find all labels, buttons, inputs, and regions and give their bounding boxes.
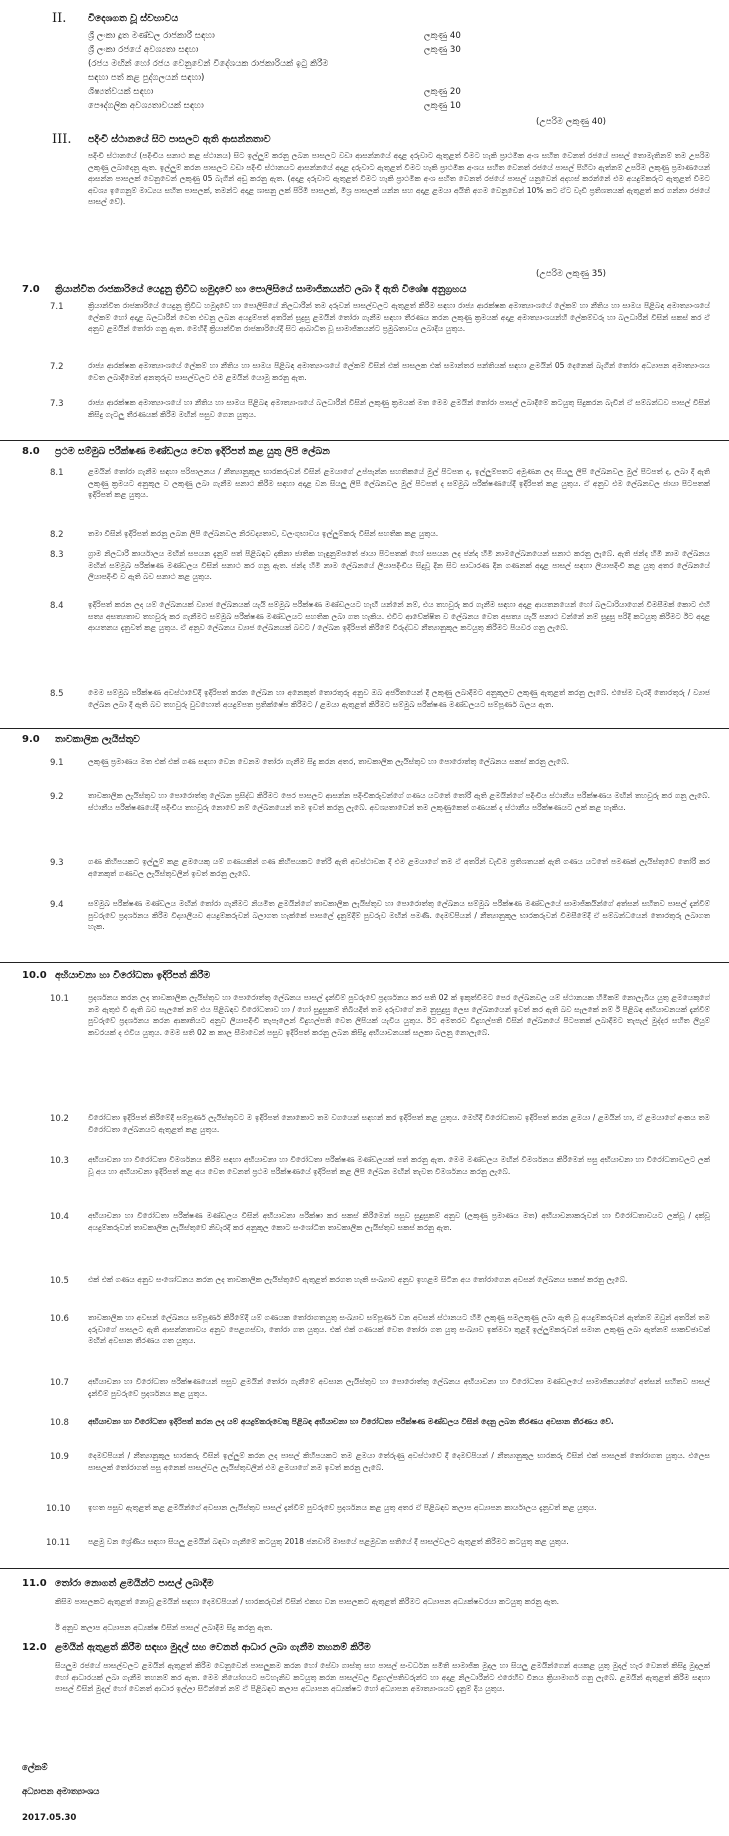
divider [0,728,729,729]
item-8-1-number: 8.1 [50,468,64,478]
item-10-8-number: 10.8 [50,1418,69,1428]
section-11-title: තෝරා නොගත් ළමයින්ට පාසල් ලබාදීම [55,1578,214,1589]
section-iii-number: III. [52,132,72,147]
item-10-2-number: 10.2 [50,1114,69,1124]
section-11-para-2: ඊ අනුව කලාප අධ්‍යාපන අධ්‍යක්ෂ විසින් පාසල් ලබාදීම සිදු කරනු ඇත. [55,1623,273,1632]
divider [0,440,729,441]
item-7-3-text: රාජ්‍ය ආරක්ෂක අමාත්‍යාංශයේ හා නීතිය හා සාමය පිළිබඳ අමාත්‍යාංශයේ බලධාරීන් විසින් ලකුණු ක්‍රමයක් මත මෙම ළමයින් තෝරා පාසල් ලබාදීමේ කටයුතු සිදුකරන බැවින් ඒ සම්බන්ධව පාසල් විසින් කිසිදු ගැටලු තීරණයක් කිරීම මඟින් පසුව ගෙන යුතුය. [88,398,710,419]
section-ii-number: II. [52,11,67,26]
s2-marks-4: ලකුණු 20 [424,87,461,97]
item-10-2-text: විරෝධතා ඉදිරිපත් කිරීමේදී සම්පූර්ණ ලැයිස්තුවට ම ඉදිරිපත් නොකොට තම වගයෙන් සඳහන් කර ඉදිරිපත් කළ යුතුය. මෙහිදී විරෝධතාව ඉදිරිපත් කරන ළමයා / ළමයින් හා, ඒ ළමයාගේ අංකය තම විරෝධතා ලේඛනයට ඇතුළත් කළ යුතුය. [88,1113,710,1134]
s2-row-4: ශිෂ්‍යත්වයක් සඳහා [88,87,154,97]
item-8-2-number: 8.2 [50,530,64,540]
item-8-4-text: ඉදිරිපත් කරන ලද යම් ලේඛනයක් ව්‍යාජ ලේඛනයක් යැයි සම්මුඛ පරීක්ෂණ මණ්ඩලයට හැඟී යන්නේ නම්, එය තහවුරු කර ගැනීම සඳහා අදාළ ආයතනයෙන් හෝ බලධාරියාගෙන් විමසීමක් කොට එහි සත්‍ය අසත්‍යතාව තහවුරු කර ගැනීමට සම්මුඛ පරීක්ෂණ මණ්ඩලයට සහතික ලබා ගත හැකිය. එවිට ආවේක්ෂිත ව ලේඛනය වෙත අසත්‍ය යැයි සනාථ වන්නේ නම් සුදුසු පරිදි කටයුතු කිරීමට ඊට අදාළ ආයතනය දැනුවත් කළ යුතුය. ඒ අනුව ලේඛනය ව්‍යාජ ලේඛනයක් බවට / ලේඛන ඉදිරිපත් කිරීමේ විරුද්ධව නීත්‍යානුකූල කටයුතු කිරීමට පියවර ගනු ලැබේ. [88,600,710,633]
s2-row-1: ශ්‍රී ලංකා රජයේ අවශ්‍යතා සඳහා [88,45,199,55]
item-10-6-number: 10.6 [50,1314,69,1324]
item-8-5-number: 8.5 [50,689,64,699]
section-12-number: 12.0 [22,1642,47,1653]
item-9-3-text: ගණ කිහිපයකට ඉල්ලුම් කළ ළමයෙකු යම් ගණයකින් ගණ කිහිපයකට තේරී ඇති අවස්ථාවක දී එම ළමයාගේ තම ඒ අතරින් වැඩිම ප්‍රතිශතයක් ඇති ගණය යටතේ පමණක් ලැයිස්තුවේ තෝරී කර අනෙකුත් ගණවල ලැයිස්තුවලින් ඉවත් කරනු ලැබේ. [88,857,710,878]
item-9-1-text: ලකුණු ප්‍රමාණය මත එක් එක් ගණ සඳහා වෙන වෙනම තෝරා ගැනීම සිදු කරන අතර, තාවකාලික ලැයිස්තුව හා පොරොත්තු ලේඛනය සකස් කරනු ලැබේ. [88,757,570,766]
item-9-1-number: 9.1 [50,758,64,768]
section-8-number: 8.0 [22,446,40,457]
section-iii-body: පදිංචි ස්ථානයේ (පදිංචිය සනාථ කළ ස්ථානය) සිට ඉල්ලුම් කරනු ලබන පාසලට වඩා ආසන්නයේ අදාළ දරුවාට ඇතුළත් වීමට හැකි ප්‍රාථමික අංශ සහිත වෙනත් රජයේ පාසල් තොමැතිනම් තම උපරිම ලකුණු ලබාදෙනු ඇත. ඉල්ලුම් කරන පාසලට වඩා පදිංචි ස්ථානයට ආසන්නයේ අදාළ දරුවාට ඇතුළත් වීමට හැකි ප්‍රාථමික අංශය සහිත වෙනත් රජයේ පාසල් පිහිටා ඇත්නම් උපරිම ලකුණු ප්‍රමාණයෙන් ආසන්න පාසලක් වෙනුවෙන් ලකුණු 05 බැගින් අඩු කරනු ඇත. (අදාළ දරුවාට ඇතුළත් විමට හැකි ප්‍රාථමික අංශ සහිත වෙනත් රජයේ පාසල් යනුවෙන් අදහස් කරන්නේ එම අයදුම්කරුට ඇතුළත් විමට අවශ්‍ය ඉගෙනුම් මාධ්‍යය සහිත පාසලක්, තමන්ට අදාළ ශාසනු ලක් පිරිමි පාසලක්, මිශ්‍ර පාසලක් යන්න සහ අදාළ ළමයා අයිති අගම වෙනුවෙන් 10% කට ඒට වැඩි ප්‍රතිශතයක් ඇතුළත් කර ගන්නා රජයේ පාසල් වේ). [88,151,710,207]
item-10-6-text: තාවකාලික හා අවසන් ලේඛනය සම්පූර්ණ කිරීමේදී යම් ගණයක තෝරාගතයුතු සංඛ්‍යාව සම්පූර්ණ වන අවසන් ස්ථානයට හිමි ලකුණු සමලකුණු ලබා ඇති වූ අයදුම්කරුවන් ඇත්නම් ඔවුන් අතරින් තම දරුවාගේ පාසලට ඇති ආසන්නතාවය අනුව පෙළගස්වා, තෝරා ගත යුතුය. එක් එක් ගණයක් වෙත තෝරා ගත යුතු සංඛ්‍යාව ඉක්මවා තුළදී ඉල්ලුම්කරුවන් සමාන ලකුණු ලබා ඇත්නම් සාකච්ඡාවක් මඟින් අවසාන තීරණය ගත යුතුය. [88,1313,710,1346]
divider [0,1568,729,1569]
signature-office: අධ්‍යාපන අමාත්‍යාංශය [22,1787,100,1797]
item-9-2-number: 9.2 [50,792,64,802]
section-12-body: සියලුම රජයේ පාසල්වලට ළමයින් ඇතුළත් කිරීම වෙනුවෙන් පාසලුකම කරන හෝ සේවා ගාස්තු සහ පාසල් සංවර්ධන සමිති සාමාජික මුදල හා සියලු ළමයින්ගෙන් අයකළ යුතු මුදල් හැර වෙනත් කිසිදු මුදලක් හෝ ආධාරයක් ලබා ගැනීම තහනම් කර ඇත. මෙම නියෝගයට පටහැනිව කටයුතු කරන පාසල්වල විදුහල්පතිවරුන්ට හා අදාළ නිලධාරීන්ට එරෙහිව විනය ක්‍රියාමාර්ග ගනු ලැබේ. ළමයින් ඇතුළත් කිරීම සඳහා පාසල් විසින් මුදල් හෝ වෙනත් ආධාර ඉල්ලා සිටින්නේ නම් ඒ පිළිබඳව කලාප අධ්‍යාපන අධ්‍යක්ෂට හෝ අධ්‍යාපන අමාත්‍යාංශයට දැනුම් දිය යුතුය. [55,1661,710,1694]
s2-marks-5: ලකුණු 10 [424,101,461,111]
s2-row-5: පෞද්ගලික අවශ්‍යතාවයක් සඳහා [88,101,204,111]
item-10-7-number: 10.7 [50,1378,69,1388]
item-10-8-text: අභියාචනා හා විරෝධතා ඉදිරිපත් කරන ලද යම් අයදුම්කරුවෙකු පිළිබඳ අභියාචනා හා විරෝධතා පරීක්ෂණ මණ්ඩලය විසින් දෙනු ලබන තීරණය අවසාන තීරණය වේ. [88,1417,614,1426]
s2-marks-0: ලකුණු 40 [424,31,461,41]
item-10-10-number: 10.10 [46,1504,71,1514]
item-8-3-text: ග්‍රාම නිලධාරී කාර්යාලය මඟින් සපයන දැනුම් පත් පිළිබඳව දකිනා ජාතික හැඳුනුම්පතේ ඡායා පිටපතක් හෝ සපයන ලද ජන්ද හිමි නාමලේඛනයෙන් සනාථ කරනු ලැබේ. ඇති ජන්ද හිමි නාම ලේඛනය මඟින් සම්මුඛ පරීක්ෂණ මණ්ඩලය විසින් සනාථ කර ගනු ඇත. ජන්ද හිමි නාම ලේඛනයේ ලියාපදිංචිය සිදුවූ දින සිට සාධාරණ දින ගණනක් අදාළ පාසල් සඳහා ලියාපදිංචි කළ යුතු අතර ලේඛනයේ ලියාපදිංචි ව ඇති බව සනාථ කළ යුතුය. [88,549,710,582]
item-10-4-text: අභියාචනා හා විරෝධතා පරීක්ෂණ මණ්ඩලය විසින් අභියාචනා පරීක්ෂා කර සකස් කිරීමෙන් පසුව සුදුසුකම් අනුව (ලකුණු ප්‍රමාණය මත) අභියාචනාකරුවන් හා විරෝධතාවයට ලක්වූ / දක්වූ අයදුම්කරුවන් තාවකාලික ලැයිස්තුවේ නිවැරදි කර අනුකූල කොට සංශෝධිත තාවකාලික ලැයිස්තුව සකස් කරනු ඇත. [88,1211,710,1232]
section-12-title: ළමයින් ඇතුළත් කිරීම සඳහා මුදල් සහ වෙනත් ආධාර ලබා ගැනීම තහනම් කිරීම [55,1642,371,1653]
signature-date: 2017.05.30 [22,1813,77,1823]
item-9-4-text: සම්මුඛ පරීක්ෂණ මණ්ඩලය මඟින් තෝරා ගැනීමට නියමිත ළමයින්ගේ තාවකාලික ලැයිස්තුව හා පොරොත්තු ලේඛනය සම්මුඛ පරීක්ෂණ මණ්ඩලයේ සාමාජිකයින්ගේ අත්සන් සහිතව පාසල් දැන්වීම් පුවරුවේ ප්‍රදර්ශනය කිරීම විද්‍යාලීයව අයදුම්කරුවන් බලාගත හැක්කේ පාසලේ දැනුම්දීම් පුවරුව මඟින් පමණි. දෙමව්පියන් / නීත්‍යානුකූල භාරකරුවන් විමසීමේදී ඒ සම්බන්ධයෙන් තොරතුරු ලබාගත හැක. [88,899,710,932]
item-10-5-number: 10.5 [50,1276,69,1286]
item-10-11-number: 10.11 [46,1538,71,1548]
s2-row-0: ශ්‍රී ලංකා දූත මණ්ඩල රාජකාරී සඳහා [88,31,215,41]
section-8-title: ප්‍රථම සම්මුඛ පරීක්ෂණ මණ්ඩලය වෙත ඉදිරිපත් කළ යුතු ලිපි ලේඛන [55,446,330,457]
item-10-1-text: ප්‍රදර්ශනය කරන ලද තාවකාලික ලැයිස්තුව හා පොරොත්තු ලේඛනය පාසල් දැන්වීම් පුවරුවේ ප්‍රදර්ශනය කර සති 02 ක් ඉකුත්වීමට පෙර ලේඛනවල යම් ස්ථානයක හිමිකම් නොලැබිය යුතු ළමයෙකුගේ නම ඇතුළු වී ඇති බව සැලකේ නම් එය පිළිබඳව විරෝධතාව හා / හෝ සුදුසුකම් තිබියදීත් තම දරුවාගේ නම නුසුදුසු ලෙස ලේඛනයෙන් ඉවත් කර ඇති බව සැලකේ නම් ඊ පිළිබඳ අභියාචනයක් දැන්වීම් පුවරුවේ ප්‍රදර්ශනය කරන ආකෘතියට අනුව ලියාපදිංචි තැපෑලෙන් විදුහල්පති වෙත ලිපියක් යැවිය යුතුය. ඊට අමතරව විදුහල්පති විසින් ලේඛනයේ පිටපතක් ලබාදීමට තැපැල් මුද්දර සහිත ලියුම් කවරයක් ද එවිය යුතුය. මෙම සති 02 ක කාල සීමාවෙන් පසුව ඉදිරිපත් කරනු ලබන කිසිදු අභියාචනයක් සලකා බලනු නොලැබේ. [88,993,710,1037]
section-7-number: 7.0 [22,284,40,295]
item-8-1-text: ළමයින් තෝරා ගැනීම සඳහා පරිපාලනය / නීත්‍යානුකූල භාරකරුවන් විසින් ළමයාගේ උප්පැන්න සහතිකයේ මුල් පිටපත ද, ඉල්ලුම්පතට අමුණන ලද සියලු ලිපි ලේඛනවල මුල් පිටපත් ද, ලබා දී ඇති ලකුණු ක්‍රමයට අනුකූල ව ලකුණු ලබා ගැනීම සනාථ කිරීම සඳහා අදාළ වන සියලු ලිපි ලේඛනවල මුල් පිටපත් ද සම්මුඛ පරීක්ෂණයේදී ඉදිරිපත් කළ යුතුය. ඒ අනුව එම ලේඛනවල ජායා පිටපතක් ඉදිරිපත් කළ යුතුය. [88,467,710,500]
item-8-5-text: මෙම සම්මුඛ පරීක්ෂණ අවස්ථාවේදී ඉදිරිපත් කරන ලේඛන හා අනෙකුත් තොරතුරු අනුව ඔබ අර්ජිතයෙන් දී ලකුණු ලබාදීමට අනුකූලව ලකුණු ඇතුළත් කරනු ලැබේ. එසේම වැරදි තොරතුරු / ව්‍යාජ ලේඛන ලබා දී ඇති බව තහවුරු වුවහොත් අයදුම්පත ප්‍රතික්ෂේප කිරීමට / ළමයා ඇතුළත් කිරීමට සම්මුඛ පරීක්ෂණ මණ්ඩලයට සම්පූර්ණ බලය ඇත. [88,688,710,709]
item-10-1-number: 10.1 [50,994,69,1004]
item-10-9-number: 10.9 [50,1452,69,1462]
item-7-3-number: 7.3 [50,399,64,409]
item-10-3-text: අභියාචනා හා විරෝධතා විමර්ශනය කිරීම සඳහා අභියාචනා හා විරෝධතා පරීක්ෂණ මණ්ඩලයක් පත් කරනු ඇත. මෙම මණ්ඩලය මඟින් විමර්ශනය කිරීමෙන් පසු අභියාචනා හා විරෝධතාවලට ලක් වූ අය හා අභියාචනා ඉදිරිපත් කළ අය වෙත වෙනත් ප්‍රථම පරීක්ෂණයේ ඉදිරිපත් කළ ලිපි ලේඛන මඟින් තැවත විමර්ශනය කරනු ලැබේ. [88,1155,710,1176]
item-10-11-text: පළමු වන ශ්‍රේණිය සඳහා සියලු ළමයින් බඳවා ගැනීමේ කටයුතු 2018 ජනවාරි මාසයේ පළමුවන සතියේ දී පාසල්වලට ඇතුළත් කිරීමට කටයුතු කළ යුතුය. [88,1537,569,1546]
section-11-para-1: කිසිම පාසලකට ඇතුළත් නොවූ ළමයින් සඳහා දෙමව්පියන් / භාරකරුවන් විසින් එකඟ වන පාසලකට ඇතුළත් කිරීමට අධ්‍යාපන අධ්‍යක්ෂවරයා කටයුතු කරනු ඇත. [55,1597,560,1606]
item-10-4-number: 10.4 [50,1212,69,1222]
divider [0,962,729,963]
section-11-number: 11.0 [22,1578,47,1589]
s2-marks-1: ලකුණු 30 [424,45,461,55]
signature-role: ලේකම් [22,1763,48,1773]
item-9-3-number: 9.3 [50,858,64,868]
item-7-1-text: ක්‍රියාන්විත රාජකාරියේ යෙදුනු ත්‍රිවිධ හමුදාවේ හා පොලිසියේ නිලධාරීන් තම දරුවන් පාසල්වලට ඇතුළත් කිරීම සඳහා රාජ්‍ය ආරක්ෂක අමාත්‍යාංශයේ ලේකම් හා නීතිය හා සාමය පිළිබඳ අමාත්‍යාංශයේ ලේකම් හෝ අදාළ බලධාරීන් වෙත එවනු ලබන අයදුම්පත් අතරින් සුදුසු ළමයින් තෝරා ගැනීම සඳහා තීරණය කරන ලකුණු ක්‍රමයක් අදාළ අමාත්‍යාංශයන්හි ලේකම්වරු හා බලධාරීන් විසින් සකස් කර ඒ අනුව ළමයින් තෝරා ගනු ඇත. මෙහිදී ක්‍රියාන්විත රාජකාරියේදී සිට ආබාධිත වූ සාමාජිකයන්ට ප්‍රමුඛතාවය ලබාදිය යුතුය. [88,301,710,334]
s2-row-2: (රජය මඟින් හෝ රජය වෙනුවෙන් විදේශයක රාජකාරියක් ඉටු කිරීම [88,59,329,69]
s3-max-marks: (උපරිම ලකුණු 35) [536,269,607,279]
item-8-2-text: තමා විසින් ඉදිරිපත් කරනු ලබන ලිපි ලේඛනවල නිරවද්‍යතාව, වලංගුභාවය ඉල්ලුම්කරු විසින් සහතික කළ යුතුය. [88,529,439,538]
item-7-2-number: 7.2 [50,362,64,372]
item-10-10-text: ඉහත පසුව ඇතුළත් කළ ළමයින්ගේ අවසාන ලැයිස්තුව පාසල් දැන්වීම් පුවරුවේ ප්‍රදර්ශනය කළ යුතු අතර ඒ පිළිබඳව කලාප අධ්‍යාපන කාර්යාලය දැනුවත් කළ යුතුය. [88,1503,597,1512]
item-10-5-text: එක් එක් ගණය අනුව සංශෝධනය කරන ලද තාවකාලික ලැයිස්තුවේ ඇතුළත් කරගත හැකි සංඛ්‍යාව අනුව ඉහළම සිටින අය තෝරාගෙන අවසන් ලේඛනය සකස් කරනු ලැබේ. [88,1275,628,1284]
section-9-title: තාවකාලික ලැයිස්තුව [55,734,140,745]
item-10-7-text: අභියාචනා හා විරෝධතා පරීක්ෂණයෙන් පසුව ළමයින් තෝරා ගැනීමේ අවසාන ලැයිස්තුව හා පොරොත්තු ලේඛනය අභියාචනා හා විරෝධතා මණ්ඩලයේ සාමාජිකයන්ගේ අත්සන් සහිතව පාසල් දැන්වීම් පුවරුවේ ප්‍රදර්ශනය කළ යුතුය. [88,1377,710,1398]
section-ii-title: විදෙශගත වූ ස්වභාවය [88,13,179,24]
section-7-title: ක්‍රියාන්විත රාජකාරියේ යෙදුනු ත්‍රිවිධ හමුදාවේ හා පොලිසියේ සාමාජිකයන්ට ලබා දී ඇති විශේෂ අනුග්‍රහය [55,284,467,295]
section-10-number: 10.0 [22,970,47,981]
item-9-4-number: 9.4 [50,900,64,910]
item-8-3-number: 8.3 [50,550,64,560]
s2-row-3: සඳහා පත් කළ පුද්ගලයන් සඳහා) [88,73,205,83]
item-10-3-number: 10.3 [50,1156,69,1166]
item-9-2-text: තාවකාලික ලැයිස්තුව හා පොරොත්තු ලේඛන ප්‍රසිද්ධ කිරීමට පෙර පාසලට ආසන්න පදිංචිකරුවන්ගේ ගණය යටතේ තෝරී ඇති ළමයින්ගේ පදිංචිය ස්ථානීය පරීක්ෂණය මඟින් තහවුරු කර ගනු ලැබේ. ස්ථානීය පරීක්ෂණයේදී පදිංචිය තහවුරු නොවේ නම් ලේඛනයෙන් තම ඉවත් කරනු ලැබේ. අවශ්‍යතාවෙන් තම ලකුණුකෙත් ගණයක් ද ස්ථානීය පරීක්ෂණයට ලක් කළ හැකිය. [88,791,710,812]
section-10-title: අභියාචනා හා විරෝධතා ඉදිරිපත් කිරීම [55,970,211,981]
section-iii-title: පදිංචි ස්ථානයේ සිට පාසලට ඇති ආසන්නතාව [88,134,271,145]
section-9-number: 9.0 [22,734,40,745]
s2-max-marks: (උපරිම ලකුණු 40) [536,117,607,127]
item-7-1-number: 7.1 [50,302,64,312]
item-8-4-number: 8.4 [50,601,64,611]
item-10-9-text: දෙමව්පියන් / නීත්‍යානුකූල භාරකරු විසින් ඉල්ලුම් කරන ලද පාසල් කිහිපයකට තම ළමයා තේරුණු අවස්ථාවේ දී දෙමව්පියන් / නීත්‍යානුකූල භාරකරු විසින් එක් පාසලක් තෝරාගත යුතුය. එලෙස පාසලක් තෝරාගත් පසු අනෙක් පාසල්වල ලැයිස්තුවලින් එම ළමයාගේ නම ඉවත් කරනු ලැබේ. [88,1451,710,1472]
item-7-2-text: රාජ්‍ය ආරක්ෂක අමාත්‍යාංශයේ ලේකම් හා නීතිය හා සාමය පිළිබඳ අමාත්‍යාංශයේ ලේකම් විසින් එක් පාසලක එක් සමාන්තර පන්තියක් සඳහා ළමයින් 05 දෙනෙක් බැගින් තෝරා අධ්‍යාපන අමාත්‍යාංශය වෙත ලබාදීමෙන් අනතුරුව පාසල්වලට එම ළමයින් යොමු කරනු ඇත. [88,361,710,382]
